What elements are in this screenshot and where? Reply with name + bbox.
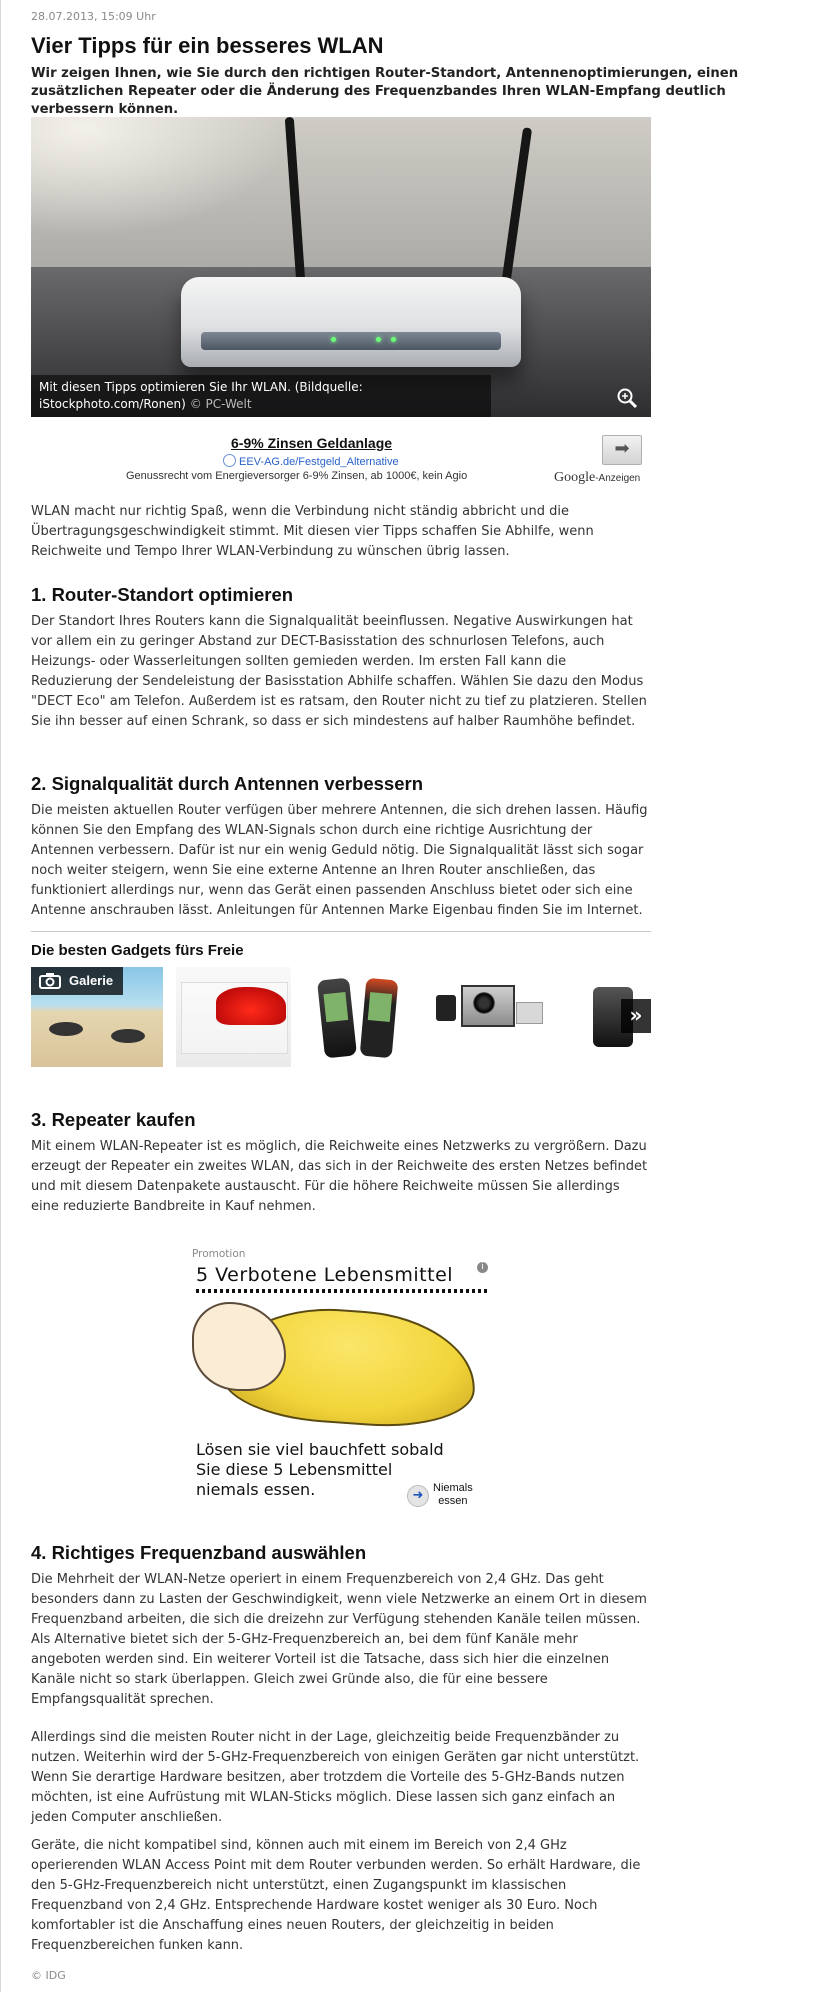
gallery-next-button[interactable]: » [621,999,651,1033]
gallery-strip[interactable] [31,967,651,1067]
gallery-thumb-toy-car[interactable] [176,967,291,1067]
promo-button-label [433,1482,473,1508]
hero-light [31,117,291,237]
section-paragraph: Geräte, die nicht kompatibel sind, können auch mit einem im Bereich von 2,4 GHz operierenden WLAN Access Point mit dem Router verbunden werden. So erhält Hardware, die den 5-GHz-Frequenzbereich nicht unterstützt, einen Zugangspunkt im klassischen Frequenzband von 2,4 GHz. Entsprechende Hardware kostet weniger als 30 Euro. Noch komfortabler ist die Anschaffung eines neuen Routers, der gleichzeitig in beiden Frequenzbereichen funken kann. [31,1838,641,1953]
section-paragraph: Der Standort Ihres Routers kann die Signalqualität beeinflussen. Negative Auswirkungen hat vor allem ein zu geringer Abstand zur DECT-Basisstation des schnurlosen Telefons, auch Heizungs- oder Wasserleitungen sollten gemieden werden. Im ersten Fall kann die Reduzierung der Sendeleistung der Basisstation Abhilfe schaffen. Wählen Sie dazu den Modus "DECT Eco" am Telefon. Außerdem ist es ratsam, den Router nicht zu tief zu platzieren. Stellen Sie ihn besser auf einen Schrank, so dass er sich mindestens auf halber Raumhöhe befindet. [31,614,647,729]
section-paragraph: Die meisten aktuellen Router verfügen über mehrere Antennen, die sich drehen lassen. Häufig können Sie den Empfang des WLAN-Signals schon durch eine richtige Ausrichtung der Antennen verbessern. Dafür ist nur ein wenig Geduld nötig. Die Signalqualität lässt sich sogar noch weiter steigern, wenn Sie eine externe Antenne an Ihren Router anschließen, das funktioniert allerdings nur, wenn das Gerät einen passenden Anschluss bietet oder sich eine Antenne anschrauben lässt. Anleitungen für Antennen Marke Eigenbau finden Sie im Internet. [31,803,648,918]
section-heading: 1. Router-Standort optimieren [31,584,294,605]
promo-button-line: essen [438,1495,468,1507]
info-icon[interactable]: i [477,1262,488,1273]
accessory-shape [516,1002,543,1024]
hero-caption-text: Mit diesen Tipps optimieren Sie Ihr WLAN. (Bildquelle: iStockphoto.com/Ronen) [39,380,363,411]
gallery-label[interactable] [31,967,123,995]
article-lead: Wir zeigen Ihnen, wie Sie durch den richtigen Router-Standort, Antennenoptimierungen, einen zusätzlichen Repeater oder die Änderung des Frequenzbandes Ihren WLAN-Empfang deutlich verbessern können. [31,66,739,117]
promotion-label: Promotion [192,1248,246,1260]
arrow-right-icon: ➜ [407,1485,429,1507]
gps-device [360,978,399,1058]
promo-headline: 5 Verbotene Lebensmittel [196,1264,454,1286]
router-illustration [181,277,521,367]
gallery-title: Die besten Gadgets fürs Freie [31,942,244,959]
router-led [376,337,381,342]
gps-screen [323,992,348,1022]
hero-image[interactable] [31,117,651,417]
promo-text-line: Lösen sie viel bauchfett sobald [196,1440,444,1459]
section-paragraph: Mit einem WLAN-Repeater ist es möglich, die Reichweite eines Netzwerks zu vergrößern. Dazu erzeugt der Repeater ein zweites WLAN, das sich in der Reichweite des ersten Netzes befindet und mit diesem Datenpakete austauscht. Für die höhere Reichweite müssen Sie allerdings eine reduzierte Bandbreite in Kauf nehmen. [31,1139,648,1214]
zoom-icon[interactable] [616,387,638,409]
promo-text-line: niemals essen. [196,1480,316,1499]
gallery-thumb-drone[interactable] [31,967,163,1067]
ad-description: Genussrecht vom Energieversorger 6-9% Zinsen, ab 1000€, kein Agio [126,470,468,482]
page-left-border [0,0,1,1992]
section-heading: 2. Signalqualität durch Antennen verbessern [31,773,424,794]
gallery-thumb-gps[interactable] [301,967,401,1067]
section-heading: 4. Richtiges Frequenzband auswählen [31,1542,367,1563]
router-led [331,337,336,342]
gps-screen [368,992,392,1022]
section-paragraph: Die Mehrheit der WLAN-Netze operiert in einem Frequenzbereich von 2,4 GHz. Das geht besonders dann zu Lasten der Geschwindigkeit, wenn viele Netzwerke an einem Ort in diesem Frequenzband arbeiten, die sich die dreizehn zur Verfügung stehenden Kanäle teilen müssen. Als Alternative bietet sich der 5-GHz-Frequenzbereich an, bei dem fünf Kanäle mehr angeboten werden sind. Ein weiterer Vorteil ist die Tatsache, dass sich hier die einzelnen Kanäle nicht so stark überlappen. Gleich zwei Gründe also, die für eine bessere Empfangsqualität sprechen. [31,1572,647,1707]
section-heading: 3. Repeater kaufen [31,1109,196,1130]
google-ads-label[interactable] [554,470,640,486]
ad-url-text: EEV-AG.de/Festgeld_Alternative [239,456,399,468]
section-paragraph: Allerdings sind die meisten Router nicht in der Lage, gleichzeitig beide Frequenzbänder zu nutzen. Weiterhin wird der 5-GHz-Frequenzbereich von einigen Geräten gar nicht unterstützt. Wenn Sie derartige Hardware besitzen, aber trotzdem die Vorteile des 5-GHz-Bands nutzen möchten, ist eine Aufrüstung mit WLAN-Sticks möglich. Diese lassen sich ganz einfach an jeden Computer anschließen. [31,1730,640,1825]
hero-caption-source: © PC-Welt [189,397,252,411]
promo-text-line: Sie diese 5 Lebensmittel [196,1460,393,1479]
gallery-divider [31,931,651,932]
gallery-thumb-action-cam[interactable] [426,967,546,1067]
article-date: 28.07.2013, 15:09 Uhr [31,10,156,23]
google-logo-text: Google [554,470,596,485]
promotion-ad[interactable] [192,1262,492,1512]
drone-shape [49,1022,83,1036]
copyright: © IDG [31,1969,66,1982]
globe-icon [223,454,236,467]
promo-button-line: Niemals [433,1482,473,1494]
ad-url-link[interactable] [223,454,399,468]
hand-illustration [192,1302,286,1391]
router-front-panel [201,332,501,350]
remote-shape [436,995,456,1021]
google-ads-suffix: -Anzeigen [595,473,641,484]
promo-underline [196,1289,488,1293]
router-led [391,337,396,342]
drone-shape [111,1029,145,1043]
article-intro: WLAN macht nur richtig Spaß, wenn die Verbindung nicht ständig abbricht und die Übertragungsgeschwindigkeit stimmt. Mit diesen vier Tipps schaffen Sie Abhilfe, wenn Reichweite und Tempo Ihrer WLAN-Verbindung zu wünschen übrig lassen. [31,504,594,559]
google-ad[interactable] [31,432,651,490]
ad-title-link[interactable]: 6-9% Zinsen Geldanlage [231,435,393,451]
ad-arrow-button[interactable]: ➡ [602,435,642,465]
promo-button[interactable] [407,1482,487,1508]
lens-shape [473,992,495,1014]
car-shape [216,987,286,1025]
article-title: Vier Tipps für ein besseres WLAN [31,33,384,58]
gallery-label-text: Galerie [69,973,114,988]
hero-caption [31,375,491,417]
camera-icon [39,973,61,989]
gps-device [317,978,357,1059]
